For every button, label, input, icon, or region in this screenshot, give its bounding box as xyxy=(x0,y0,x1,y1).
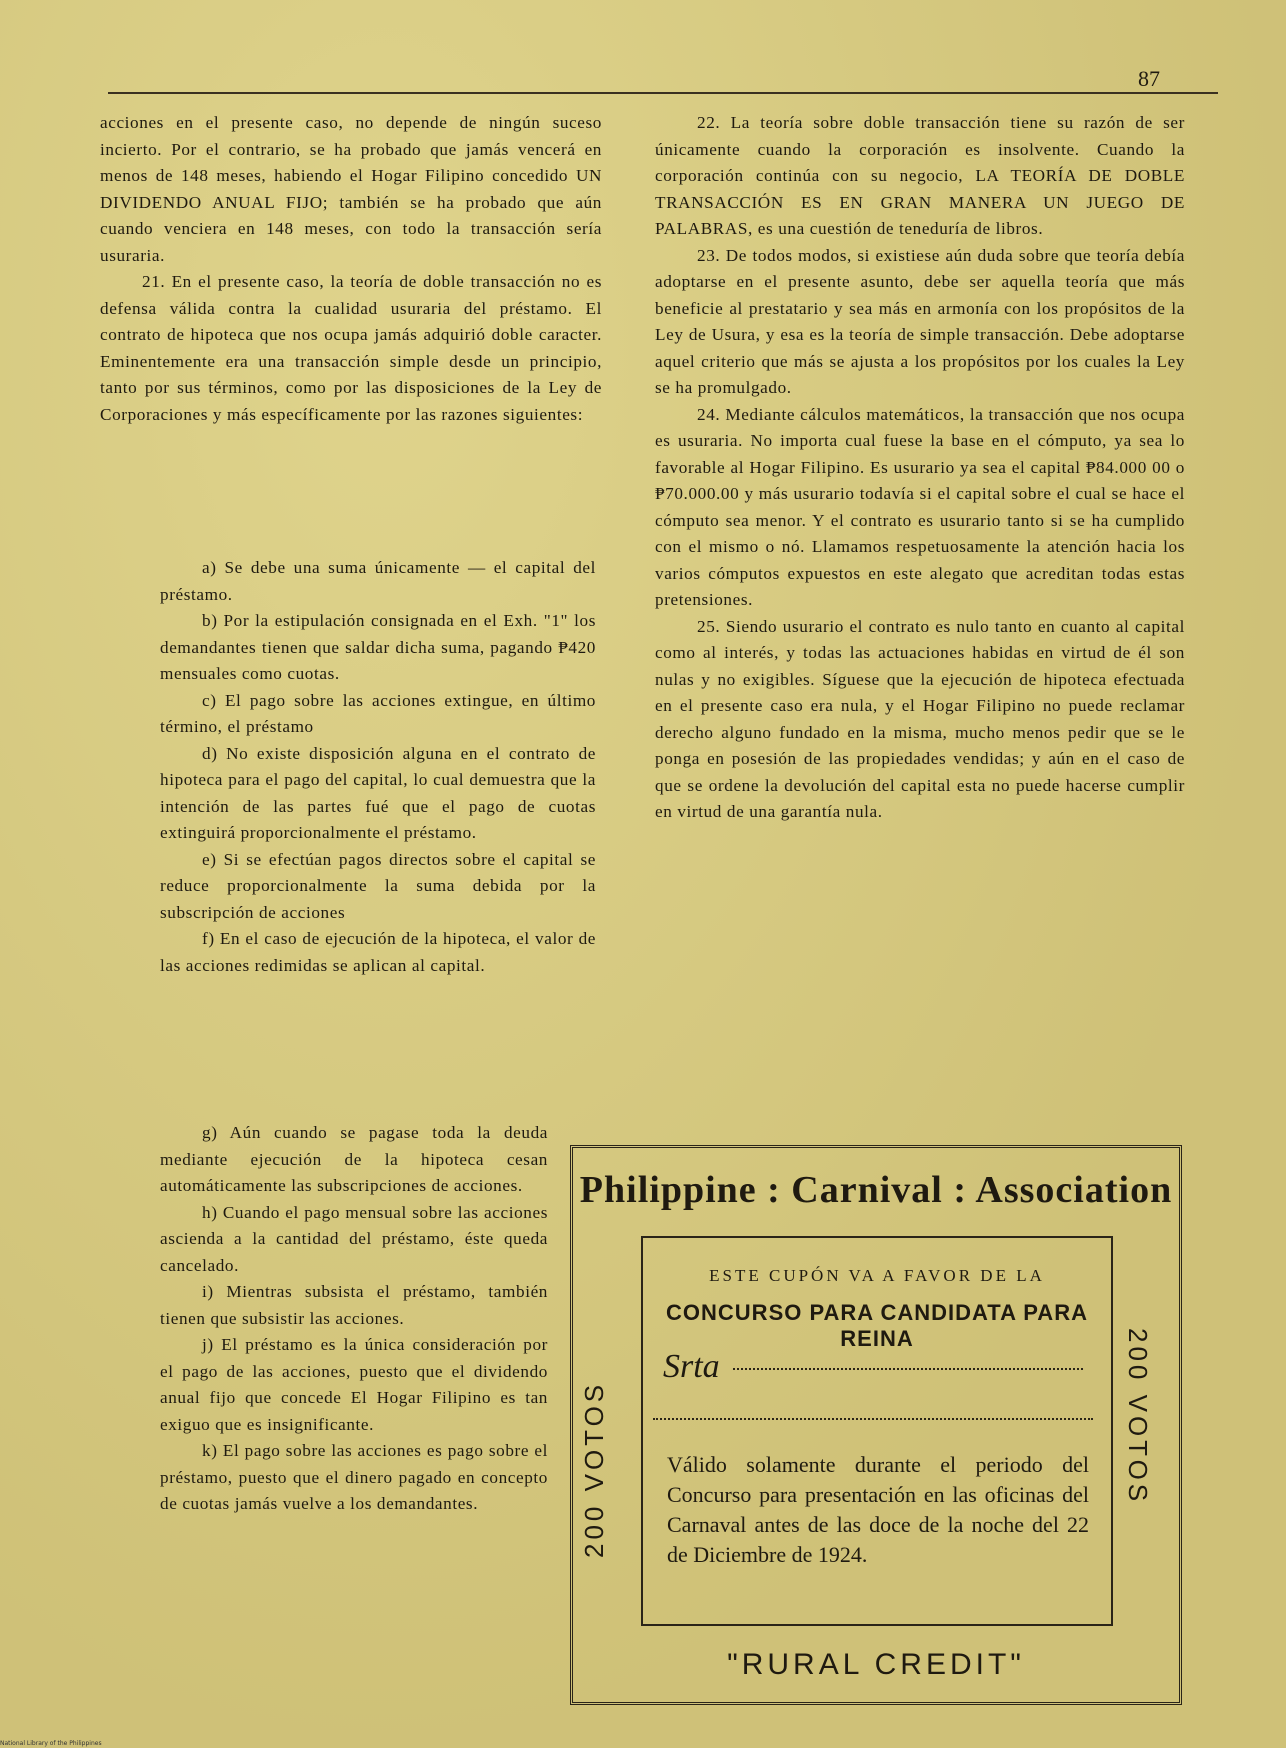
ad-title: Philippine : Carnival : Association xyxy=(579,1169,1173,1211)
left-column xyxy=(100,110,602,428)
list-item-a: a) Se debe una suma únicamente — el capital del préstamo. xyxy=(160,558,596,604)
paragraph-21: 21. En el presente caso, la teoría de doble transacción no es defensa válida contra la cualidad usuraria del préstamo. El contrato de hipoteca que nos ocupa jamás adquirió doble caracter. Eminentemente era una transacción simple desde un principio, tanto por sus términos, como por las disposiciones de la Ley de Corporaciones y más específicamente por las razones siguientes: xyxy=(100,272,602,424)
header-rule xyxy=(108,92,1218,94)
paragraph-continued: acciones en el presente caso, no depende de ningún suceso incierto. Por el contrario, se ha probado que jamás vencerá en menos de 148 meses, habiendo el Hogar Filipino concedido UN DIVIDENDO ANUAL FIJO; también se ha probado que aún cuando venciera en 148 meses, con todo la transacción sería usuraria. xyxy=(100,113,602,265)
list-item-e: e) Si se efectúan pagos directos sobre el capital se reduce proporcionalmente la suma debida por la subscripción de acciones xyxy=(160,849,596,922)
coupon-line2: CONCURSO PARA CANDIDATA PARA REINA xyxy=(666,1300,1088,1351)
coupon-blank-line xyxy=(653,1418,1093,1420)
paragraph-22: 22. La teoría sobre doble transacción tiene su razón de ser únicamente cuando la corporación es insolvente. Cuando la corporación continúa con su negocio, LA TEORÍA DE DOBLE TRANSACCIÓN ES EN GRAN MANERA UN JUEGO DE PALABRAS, es una cuestión de teneduría de libros. xyxy=(655,113,1185,238)
list-item-h: h) Cuando el pago mensual sobre las acciones ascienda a la cantidad del préstamo, éste queda cancelado. xyxy=(160,1202,548,1275)
left-list xyxy=(160,555,596,979)
list-item-b: b) Por la estipulación consignada en el Exh. "1" los demandantes tienen que saldar dicha suma, pagando ₱420 mensuales como cuotas. xyxy=(160,611,596,683)
coupon-validity-text: Válido solamente durante el periodo del Concurso para presentación en las oficinas del Carnaval antes de las doce de la noche del 22 de Diciembre de 1924. xyxy=(667,1452,1089,1567)
votos-right: 200 VOTOS xyxy=(1123,1328,1153,1506)
list-item-d: d) No existe disposición alguna en el contrato de hipoteca para el pago del capital, lo cual demuestra que la intención de las partes fué que el pago de cuotas extinguirá proporcionalmente el préstamo. xyxy=(160,743,596,842)
paragraph-23: 23. De todos modos, si existiese aún duda sobre que teoría debía adoptarse en el presente asunto, debe ser aquella teoría que más beneficie al prestatario y sea más en armonía con los propósitos de la Ley de Usura, y esa es la teoría de simple transacción. Debe adoptarse aquel criterio que más se ajusta a los propósitos por los cuales la Ley se ha promulgado. xyxy=(655,245,1185,397)
coupon-box xyxy=(641,1236,1113,1626)
list-item-c: c) El pago sobre las acciones extingue, en último término, el préstamo xyxy=(160,690,596,736)
votos-left: 200 VOTOS xyxy=(579,1380,609,1558)
list-item-f: f) En el caso de ejecución de la hipoteca, el valor de las acciones redimidas se aplican al capital. xyxy=(160,929,596,975)
left-list-continued xyxy=(160,1120,548,1518)
carnival-coupon-ad xyxy=(570,1145,1182,1705)
list-item-j: j) El préstamo es la única consideración por el pago de las acciones, puesto que el dividendo anual fijo que concede El Hogar Filipino es tan exiguo que es insignificante. xyxy=(160,1335,548,1434)
list-item-i: i) Mientras subsista el préstamo, también tienen que subsistir las acciones. xyxy=(160,1282,548,1328)
page-number: 87 xyxy=(1138,66,1160,91)
library-credit: National Library of the Philippines xyxy=(0,1740,102,1747)
paragraph-25: 25. Siendo usurario el contrato es nulo tanto en cuanto al capital como al interés, y todas las actuaciones habidas en virtud de él son nulas y no exigibles. Síguese que la ejecución de hipoteca efectuada en el presente caso era nula, y el Hogar Filipino no puede reclamar derecho alguno fundado en la misma, mucho menos pedir que se le ponga en posesión de las propiedades vendidas; y aún en el caso de que se ordene la devolución del capital esta no puede hacerse cumplir en virtud de una garantía nula. xyxy=(655,616,1185,821)
list-item-k: k) El pago sobre las acciones es pago sobre el préstamo, puesto que el dinero pagado en concepto de cuotas jamás vuelve a los demandantes. xyxy=(160,1441,548,1513)
coupon-name-line xyxy=(733,1368,1083,1370)
coupon-line1: ESTE CUPÓN VA A FAVOR DE LA xyxy=(709,1266,1045,1285)
ad-footer: "RURAL CREDIT" xyxy=(727,1648,1025,1681)
coupon-srta-label: Srta xyxy=(663,1348,720,1385)
paragraph-24: 24. Mediante cálculos matemáticos, la transacción que nos ocupa es usuraria. No importa cual fuese la base en el cómputo, ya sea lo favorable al Hogar Filipino. Es usurario ya sea el capital ₱84.000 00 o ₱70.000.00 y más usurario todavía si el capital sobre el cual se hace el cómputo sea menor. Y el contrato es usurario tanto si se ha cumplido con el mismo o nó. Llamamos respetuosamente la atención hacia los varios cómputos expuestos en este alegato que acreditan todas estas pretensiones. xyxy=(655,404,1185,609)
list-item-g: g) Aún cuando se pagase toda la deuda mediante ejecución de la hipoteca cesan automáticamente las subscripciones de acciones. xyxy=(160,1123,548,1195)
right-column xyxy=(655,110,1185,826)
